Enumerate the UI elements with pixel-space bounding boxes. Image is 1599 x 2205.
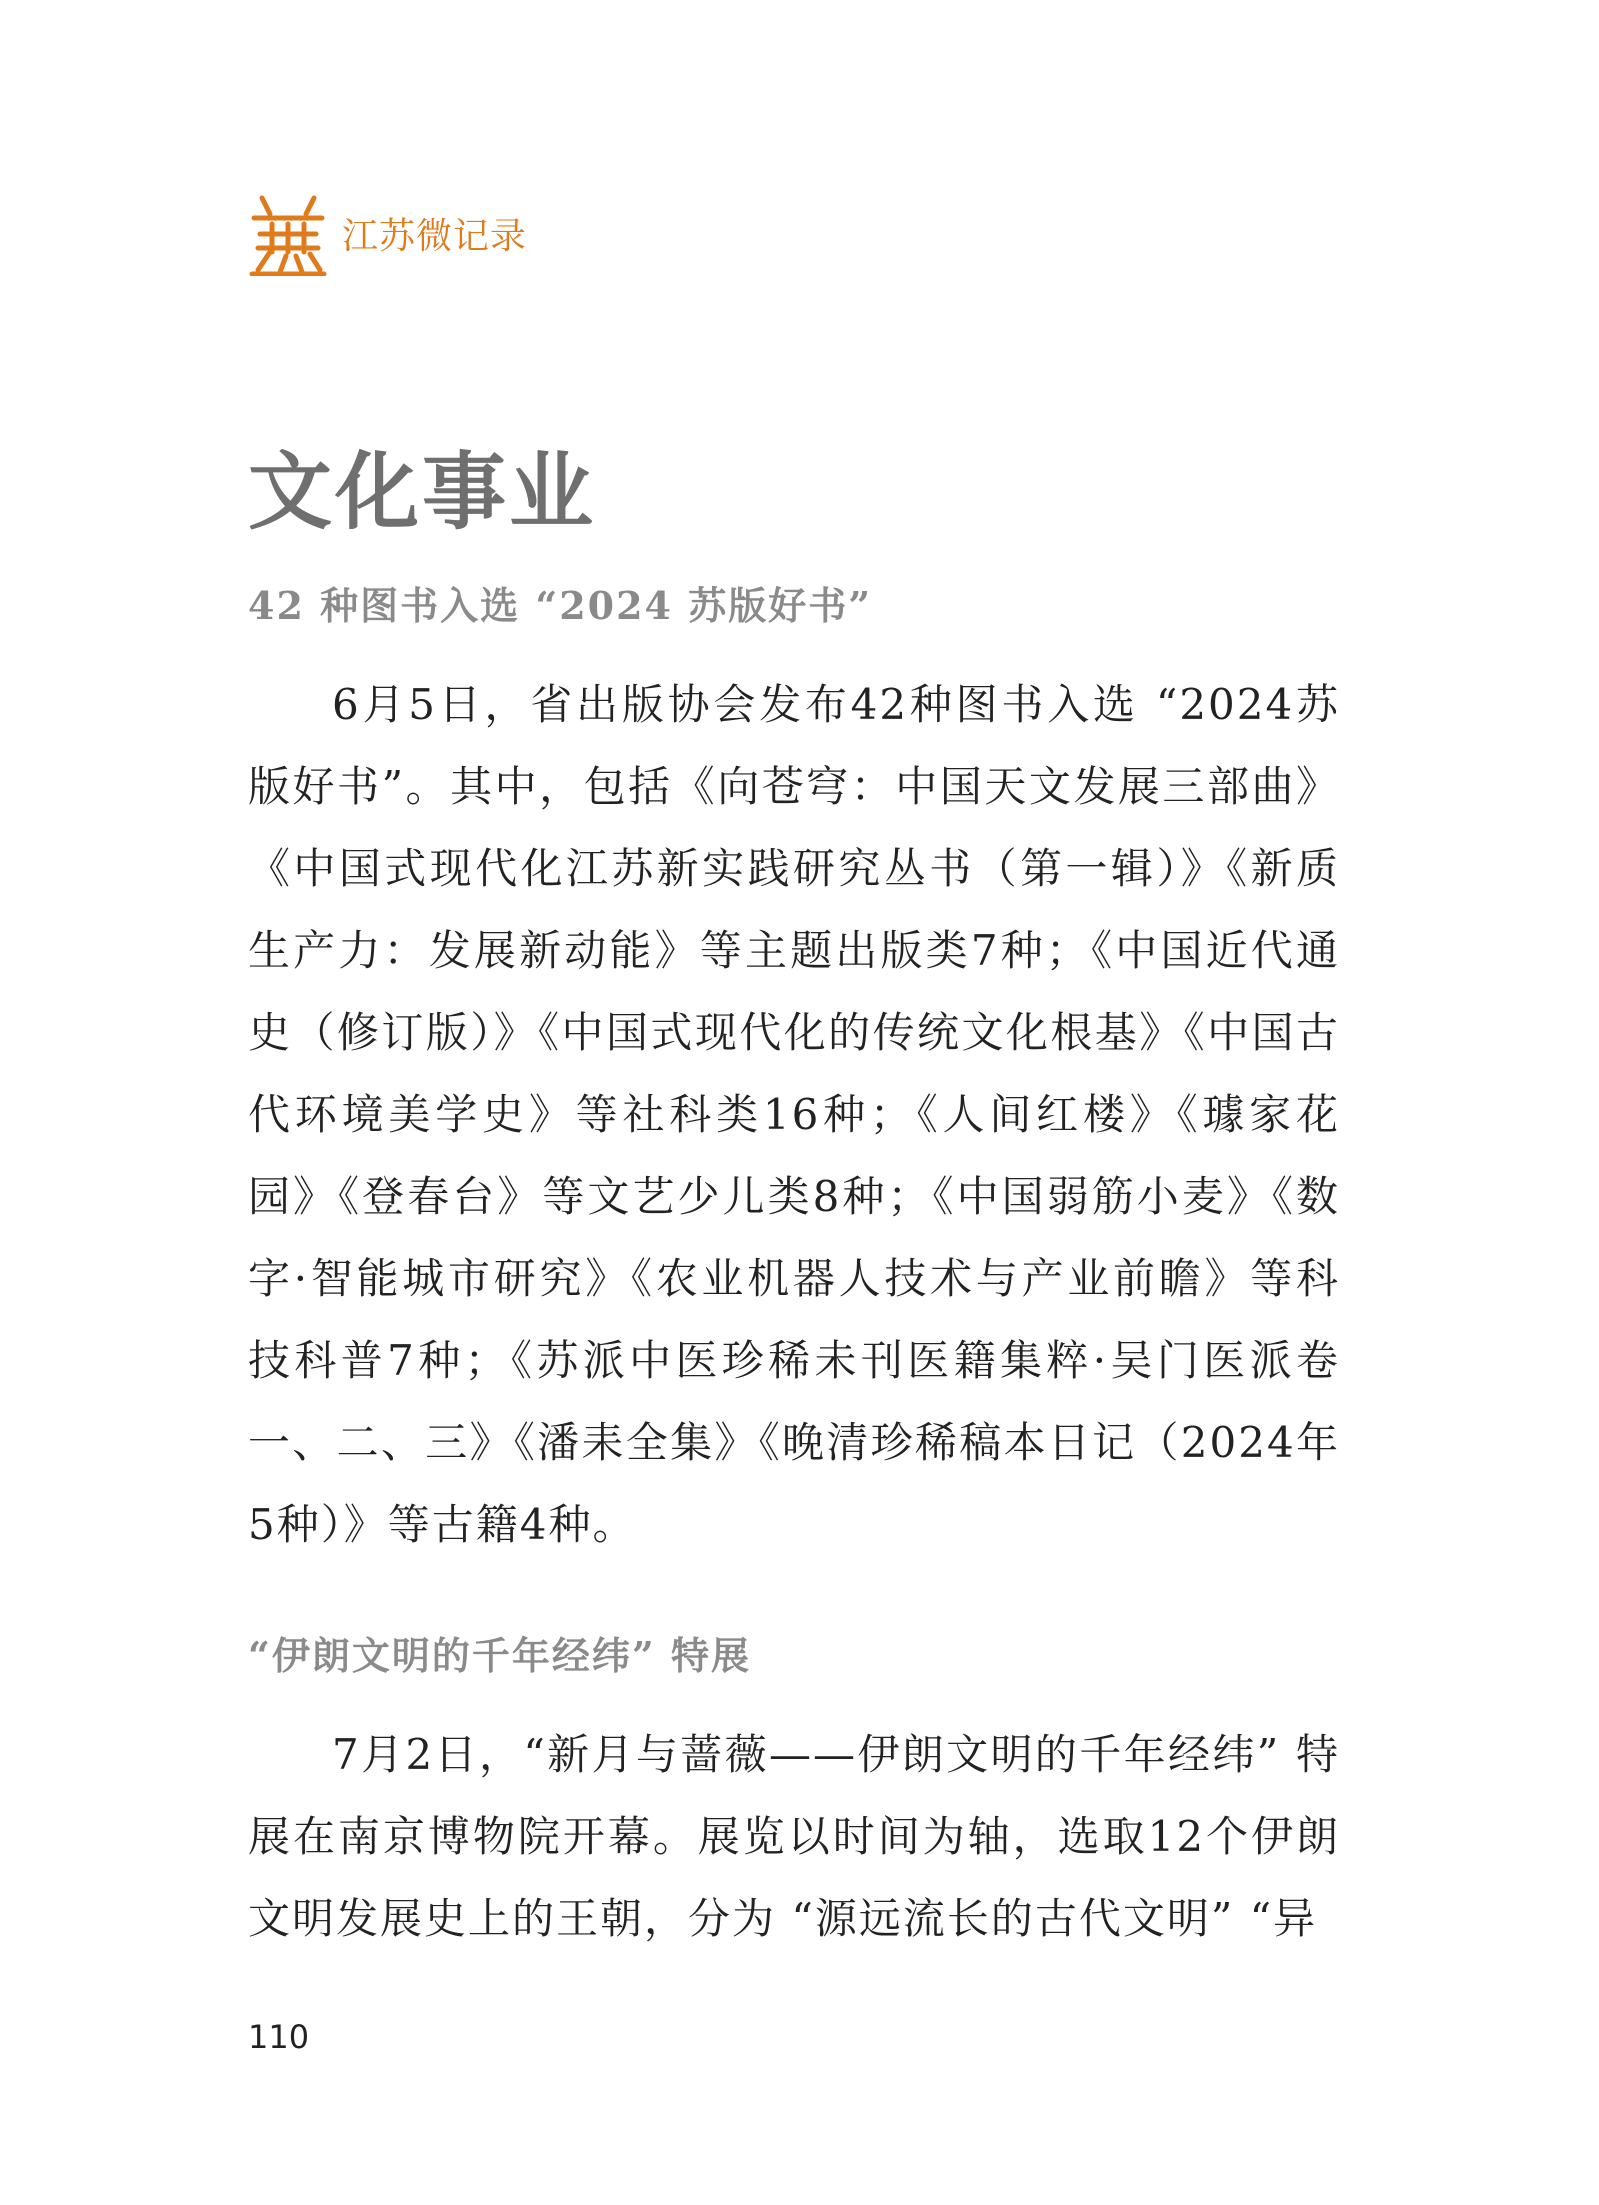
jiangsu-logo-icon [248,190,328,276]
article-books [248,575,1340,1566]
section-heading: 文化事业 [248,443,597,541]
article-exhibition [248,1625,1340,1960]
article-title: “伊朗文明的千年经纬” 特展 [248,1633,751,1678]
article-body: 6月5日，省出版协会发布42种图书入选 “2024苏版好书”。其中，包括《向苍穹：中国天文发展三部曲》《中国式现代化江苏新实践研究丛书（第一辑）》《新质生产力：发展新动能》等主题出版类7种；《中国近代通史（修订版）》《中国式现代化的传统文化根基》《中国古代环境美学史》等社科类16种；《人间红楼》《璩家花园》《登春台》等文艺少儿类8种；《中国弱筋小麦》《数字·智能城市研究》《农业机器人技术与产业前瞻》等科技科普7种；《苏派中医珍稀未刊医籍集粹·吴门医派卷一、二、三》《潘耒全集》《晚清珍稀稿本日记（2024年5种）》等古籍4种。 [248,680,1340,1549]
article-title: 42 种图书入选 “2024 苏版好书” [248,583,873,628]
article-body: 7月2日，“新月与蔷薇——伊朗文明的千年经纬” 特展在南京博物院开幕。展览以时间为轴，选取12个伊朗文明发展史上的王朝，分为 “源远流长的古代文明” “异 [248,1730,1340,1943]
page-number: 110 [248,2018,310,2056]
page-header [248,190,527,276]
series-title: 江苏微记录 [342,215,528,257]
